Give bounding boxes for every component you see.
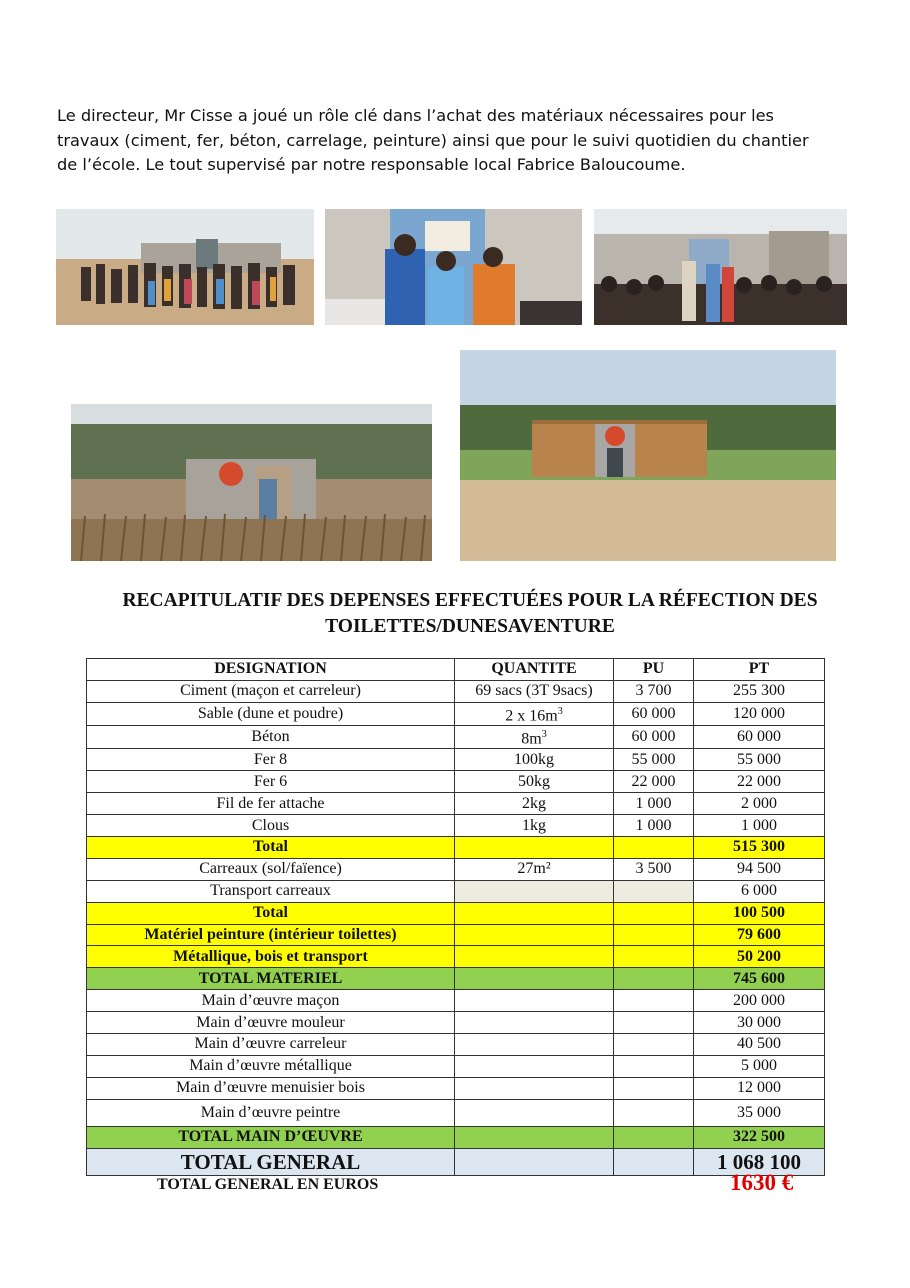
cell-empty [614,946,694,968]
intro-paragraph [57,104,857,178]
cell-quantite: 50kg [455,771,614,793]
recap-title-line-1: RECAPITULATIF DES DEPENSES EFFECTUÉES POUR LA RÉFECTION DES [122,590,818,611]
cell-designation: Main d’œuvre métallique [87,1055,455,1077]
recap-title-line-2: TOILETTES/DUNESAVENTURE [325,616,615,637]
cell-empty [455,1126,614,1148]
total-euros-value: 1630 € [730,1170,794,1195]
cell-empty [614,1126,694,1148]
quantite-value: 2 x 16m [505,707,558,725]
cell-empty [614,1055,694,1077]
cell-pt: 322 500 [694,1126,825,1148]
intro-line-3: de l’école. Le tout supervisé par notre responsable local Fabrice Baloucoume. [57,155,686,174]
cell-designation: TOTAL MATERIEL [87,968,455,990]
cell-designation: Main d’œuvre maçon [87,990,455,1012]
photo-toilet-trees [71,404,432,561]
cell-designation: Main d’œuvre peintre [87,1099,455,1126]
cell-designation: Main d’œuvre menuisier bois [87,1077,455,1099]
header-pu: PU [614,659,694,681]
cell-empty [455,880,614,902]
table-row [87,990,825,1012]
cell-quantite: 27m² [455,858,614,880]
table-row [87,771,825,793]
cell-quantite [455,702,614,725]
photo-finished-toilet [460,350,836,561]
cell-designation: Fil de fer attache [87,793,455,815]
cell-pt: 30 000 [694,1012,825,1034]
cell-empty [614,902,694,924]
cell-empty [614,968,694,990]
cell-pu: 1 000 [614,793,694,815]
cell-designation: Sable (dune et poudre) [87,702,455,725]
cell-pt: 1 000 [694,815,825,837]
subtotal-row [87,837,825,859]
table-row [87,702,825,725]
cell-designation: Clous [87,815,455,837]
table-row [87,858,825,880]
cell-empty [614,837,694,859]
cell-empty [455,968,614,990]
table-row [87,749,825,771]
cell-empty [614,1012,694,1034]
photo-leaders-door [325,209,582,325]
cell-designation: Main d’œuvre mouleur [87,1012,455,1034]
cell-pt: 6 000 [694,880,825,902]
table-row [87,1034,825,1056]
cell-pt: 12 000 [694,1077,825,1099]
total-euros-label: TOTAL GENERAL EN EUROS [157,1176,379,1193]
cell-empty [455,1148,614,1175]
cell-empty [614,924,694,946]
cell-empty [455,1077,614,1099]
cell-designation: Fer 6 [87,771,455,793]
header-quantite: QUANTITE [455,659,614,681]
cell-designation: Carreaux (sol/faïence) [87,858,455,880]
cell-empty [455,837,614,859]
cell-quantite: 2kg [455,793,614,815]
cell-empty [614,1077,694,1099]
cell-pu: 3 700 [614,680,694,702]
cell-quantite: 69 sacs (3T 9sacs) [455,680,614,702]
photo-crowd-entrance [56,209,314,325]
cell-designation: Ciment (maçon et carreleur) [87,680,455,702]
table-row [87,1012,825,1034]
table-row [87,815,825,837]
cell-designation: Main d’œuvre carreleur [87,1034,455,1056]
cell-designation: Matériel peinture (intérieur toilettes) [87,924,455,946]
quantite-value: 8m [521,730,542,748]
cell-empty [614,880,694,902]
cell-empty [455,924,614,946]
cell-pt: 60 000 [694,726,825,749]
cell-empty [614,1148,694,1175]
cell-designation: Métallique, bois et transport [87,946,455,968]
cell-designation: Fer 8 [87,749,455,771]
cell-pt: 745 600 [694,968,825,990]
expense-table [86,658,825,1176]
photo-children-wall [594,209,847,325]
cell-designation: TOTAL GENERAL [87,1148,455,1175]
cell-empty [455,1034,614,1056]
total-materiel-row [87,968,825,990]
cell-pu: 60 000 [614,726,694,749]
cell-designation: Béton [87,726,455,749]
cell-pt: 515 300 [694,837,825,859]
cell-quantite: 1kg [455,815,614,837]
cell-empty [614,1034,694,1056]
cell-pt: 2 000 [694,793,825,815]
cell-pu: 3 500 [614,858,694,880]
cell-pu: 60 000 [614,702,694,725]
cell-designation: TOTAL MAIN D’ŒUVRE [87,1126,455,1148]
cell-pt: 94 500 [694,858,825,880]
table-row [87,726,825,749]
intro-line-1: Le directeur, Mr Cisse a joué un rôle clé dans l’achat des matériaux nécessaires pour les [57,106,774,125]
cell-quantite [455,726,614,749]
table-row [87,1055,825,1077]
cell-designation: Transport carreaux [87,880,455,902]
cell-empty [614,1099,694,1126]
cell-pt: 35 000 [694,1099,825,1126]
cell-empty [614,990,694,1012]
header-pt: PT [694,659,825,681]
header-designation: DESIGNATION [87,659,455,681]
cell-pt: 79 600 [694,924,825,946]
cell-pt: 100 500 [694,902,825,924]
cell-empty [455,1055,614,1077]
table-row [87,880,825,902]
cell-pu: 22 000 [614,771,694,793]
cell-pu: 55 000 [614,749,694,771]
cell-designation: Total [87,902,455,924]
quantite-exponent: 3 [541,729,547,741]
intro-line-2: travaux (ciment, fer, béton, carrelage, peinture) ainsi que pour le suivi quotidien du chantier [57,130,809,150]
cell-empty [455,1099,614,1126]
cell-pt: 50 200 [694,946,825,968]
cell-pt: 200 000 [694,990,825,1012]
cell-pt: 40 500 [694,1034,825,1056]
total-main-oeuvre-row [87,1126,825,1148]
cell-quantite: 100kg [455,749,614,771]
table-header-row [87,659,825,681]
table-row [87,1077,825,1099]
subtotal-row [87,902,825,924]
cell-empty [455,946,614,968]
table-row [87,1099,825,1126]
cell-pu: 1 000 [614,815,694,837]
total-general-row [87,1148,825,1175]
cell-pt: 22 000 [694,771,825,793]
cell-pt: 55 000 [694,749,825,771]
recap-title [70,588,870,640]
cell-pt: 1 068 100 [694,1148,825,1175]
subtotal-row [87,946,825,968]
cell-empty [455,902,614,924]
table-row [87,793,825,815]
cell-pt: 5 000 [694,1055,825,1077]
cell-empty [455,1012,614,1034]
cell-empty [455,990,614,1012]
cell-designation: Total [87,837,455,859]
table-row [87,680,825,702]
cell-pt: 120 000 [694,702,825,725]
quantite-exponent: 3 [557,705,563,717]
subtotal-row [87,924,825,946]
cell-pt: 255 300 [694,680,825,702]
